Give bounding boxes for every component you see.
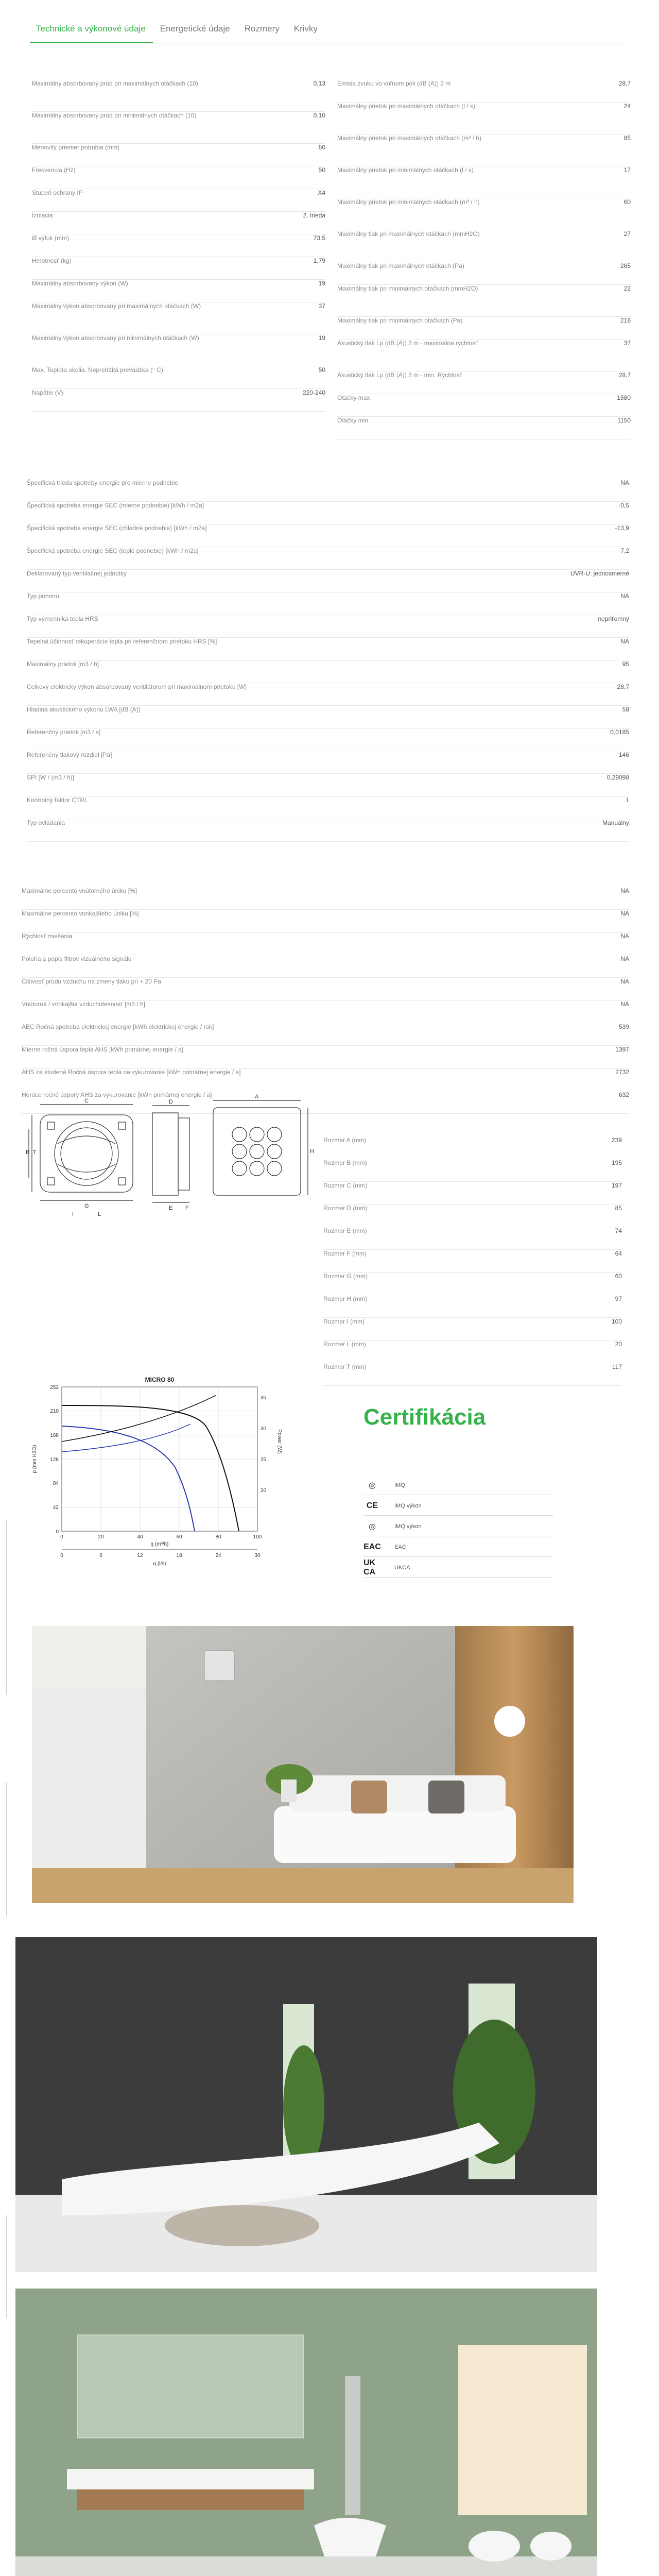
product-photo-living-room-concrete bbox=[32, 1626, 574, 1903]
tab-energy-data[interactable]: Energetické údaje bbox=[160, 24, 230, 33]
spec-value: 117 bbox=[612, 1363, 622, 1370]
x2-tick-4: 24 bbox=[215, 1553, 221, 1558]
spec-label: Horúce ročné úspory AHS za vykurovanie [kWh primárnej energie / a] bbox=[22, 1091, 212, 1098]
dim-letter-i: I bbox=[72, 1211, 74, 1217]
spec-row bbox=[337, 340, 631, 371]
dim-letter-e: E bbox=[169, 1205, 173, 1211]
spec-value: 27 bbox=[623, 230, 631, 238]
spec-value: 146 bbox=[618, 751, 629, 758]
spec-value: NA bbox=[620, 933, 629, 940]
y-tick-0: 252 bbox=[50, 1385, 59, 1391]
dim-letter-c: C bbox=[84, 1098, 89, 1104]
x2-tick-3: 18 bbox=[176, 1553, 182, 1558]
x-tick-1: 20 bbox=[98, 1534, 104, 1540]
spec-row bbox=[32, 212, 325, 234]
x2-tick-0: 0 bbox=[60, 1553, 63, 1558]
spec-row bbox=[32, 302, 325, 334]
certification-label: EAC bbox=[394, 1544, 406, 1550]
spec-value: 1,79 bbox=[313, 257, 325, 264]
spec-label: Maximálny tlak pri maximálnych otáčkach (Pa) bbox=[337, 262, 464, 269]
dim-letter-b: B bbox=[26, 1149, 30, 1156]
spec-value: NA bbox=[620, 955, 629, 962]
y-tick-3: 126 bbox=[50, 1457, 59, 1463]
spec-label: Rozmer G (mm) bbox=[323, 1273, 368, 1280]
x-tick-3: 60 bbox=[176, 1534, 182, 1540]
spec-row bbox=[27, 502, 629, 524]
y-right-tick-3: 20 bbox=[261, 1488, 267, 1494]
spec-label: Rozmer L (mm) bbox=[323, 1341, 366, 1348]
spec-label: Typ pohonu bbox=[27, 592, 59, 600]
spec-row bbox=[323, 1137, 622, 1159]
spec-label: Napätie (V) bbox=[32, 389, 63, 396]
spec-label: Špecifická spotreba energie SEC (teplé podnebie) [kWh / m2a] bbox=[27, 547, 199, 554]
spec-value: 195 bbox=[611, 1159, 622, 1166]
spec-label: Maximálny prietok pri maximálnych otáčkach (l / s) bbox=[337, 103, 476, 110]
certification-title: Certifikácia bbox=[363, 1404, 486, 1430]
spec-label: Tepelná účinnosť rekuperácie tepla pri referenčnom prietoku HRS [%] bbox=[27, 638, 217, 645]
dim-letter-a: A bbox=[255, 1094, 259, 1100]
spec-value: 0,0185 bbox=[610, 728, 629, 736]
spec-label: AHS za studené Ročná úspora tepla na vykurovanie [kWh primárnej energie / a] bbox=[22, 1069, 241, 1076]
spec-value: 539 bbox=[618, 1023, 629, 1030]
spec-label: Rozmer E (mm) bbox=[323, 1227, 367, 1234]
spec-row bbox=[32, 166, 325, 189]
spec-row bbox=[337, 371, 631, 394]
dim-letter-l: L bbox=[98, 1211, 101, 1217]
x-label-top: q (m³/h) bbox=[150, 1541, 169, 1547]
y-left-label: p (mm H2O) bbox=[32, 1445, 38, 1473]
spec-row bbox=[337, 230, 631, 262]
y-right-tick-1: 30 bbox=[261, 1426, 267, 1432]
certification-label: IMQ výkon bbox=[394, 1523, 422, 1530]
dim-letter-f: F bbox=[185, 1205, 189, 1211]
y-tick-2: 168 bbox=[50, 1433, 59, 1438]
spec-label: Maximálny absorbovaný prúd pri maximálnych otáčkach (10) bbox=[32, 80, 198, 87]
spec-label: Maximálny tlak pri maximálnych otáčkach (mmH2O) bbox=[337, 230, 480, 238]
y-right-label: Power (W) bbox=[276, 1429, 282, 1454]
spec-row bbox=[323, 1227, 622, 1250]
spec-value: 2. trieda bbox=[303, 212, 325, 219]
spec-row bbox=[27, 819, 629, 842]
spec-value: 95 bbox=[622, 660, 629, 668]
spec-label: Rozmer F (mm) bbox=[323, 1250, 367, 1257]
spec-label: Rozmer T (mm) bbox=[323, 1363, 367, 1370]
spec-label: Maximálny tlak pri minimálnych otáčkach (mmH2O) bbox=[337, 285, 478, 292]
spec-label: Maximálny prietok pri maximálnych otáčkach (m³ / h) bbox=[337, 134, 482, 142]
spec-row bbox=[323, 1318, 622, 1341]
spec-value: 7,2 bbox=[620, 547, 629, 554]
y-tick-4: 84 bbox=[53, 1481, 59, 1486]
spec-row bbox=[337, 166, 631, 198]
CE-mark-icon: CE bbox=[366, 1501, 378, 1510]
certification-item bbox=[363, 1537, 553, 1557]
spec-label: Citlivosť prúdu vzduchu na zmeny tlaku pri + 20 Pa bbox=[22, 978, 161, 985]
spec-row bbox=[323, 1159, 622, 1182]
spec-value: UVR-U: jednosmerné bbox=[570, 570, 629, 577]
EAC-mark-icon: EAC bbox=[363, 1542, 381, 1551]
spec-row bbox=[337, 317, 631, 340]
tab-curves[interactable]: Krivky bbox=[293, 24, 318, 33]
spec-value: 239 bbox=[611, 1137, 622, 1144]
spec-label: Maximálny absorbovaný prúd pri minimálnych otáčkach (10) bbox=[32, 112, 197, 119]
spec-value: 24 bbox=[623, 103, 631, 110]
spec-label: Maximálny tlak pri minimálnych otáčkach (Pa) bbox=[337, 317, 463, 324]
spec-row bbox=[22, 955, 629, 978]
spec-label: Maximálny prietok pri minimálnych otáčkach (m³ / h) bbox=[337, 198, 480, 206]
spec-label: Otáčky max bbox=[337, 394, 370, 401]
dim-letter-t: T bbox=[33, 1149, 37, 1156]
spec-row bbox=[32, 234, 325, 257]
spec-label: Maximálny absorbovaný výkon (W) bbox=[32, 280, 128, 287]
spec-value: 1397 bbox=[615, 1046, 629, 1053]
spec-value: 37 bbox=[623, 340, 631, 347]
spec-row bbox=[32, 280, 325, 302]
spec-label: Maximálny prietok [m3 / h] bbox=[27, 660, 99, 668]
IMQ-mark-icon: ◎ bbox=[369, 1481, 376, 1490]
spec-label: Maximálny výkon absorbovaný pri minimálnych otáčkach (W) bbox=[32, 334, 199, 342]
spec-row bbox=[323, 1182, 622, 1205]
spec-value: 64 bbox=[615, 1250, 622, 1257]
spec-label: Hmotnosť (kg) bbox=[32, 257, 72, 264]
certification-item bbox=[363, 1517, 553, 1536]
spec-value: NA bbox=[620, 638, 629, 645]
spec-row bbox=[32, 112, 325, 144]
spec-label: Maximálne percento vnútorného úniku [%] bbox=[22, 887, 137, 894]
spec-label: Max. Teplota okolia. Nepretržitá prevádzka (° C) bbox=[32, 366, 163, 374]
spec-value: 85 bbox=[623, 134, 631, 142]
spec-row bbox=[27, 660, 629, 683]
spec-row bbox=[323, 1341, 622, 1363]
spec-label: Kontrolný faktor CTRL bbox=[27, 796, 88, 804]
spec-value: Manuálny bbox=[602, 819, 629, 826]
pressure-curve-max bbox=[62, 1405, 239, 1531]
spec-value: 216 bbox=[620, 317, 631, 324]
spec-row bbox=[32, 80, 325, 112]
spec-row bbox=[22, 887, 629, 910]
spec-label: Izolácia bbox=[32, 212, 53, 219]
spec-row bbox=[323, 1250, 622, 1273]
spec-label: Maximálny prietok pri minimálnych otáčkach (l / s) bbox=[337, 166, 474, 174]
spec-row bbox=[337, 198, 631, 230]
spec-value: 265 bbox=[620, 262, 631, 269]
spec-label: Poloha a popis filtrov vizuálneho signálu bbox=[22, 955, 132, 962]
y-tick-1: 210 bbox=[50, 1409, 59, 1414]
spec-value: 2732 bbox=[615, 1069, 629, 1076]
spec-row bbox=[337, 262, 631, 285]
spec-row bbox=[22, 1001, 629, 1023]
spec-row bbox=[32, 189, 325, 212]
x2-tick-1: 6 bbox=[99, 1553, 102, 1558]
x-tick-2: 40 bbox=[137, 1534, 143, 1540]
left-divider-line bbox=[6, 2215, 7, 2318]
spec-row bbox=[22, 1046, 629, 1069]
spec-label: Rozmer A (mm) bbox=[323, 1137, 367, 1144]
x-tick-4: 80 bbox=[215, 1534, 221, 1540]
x-tick-5: 100 bbox=[253, 1534, 262, 1540]
spec-value: 28,7 bbox=[618, 371, 631, 379]
spec-value: NA bbox=[620, 1001, 629, 1008]
spec-row bbox=[27, 774, 629, 796]
spec-value: 20 bbox=[615, 1341, 622, 1348]
y-tick-6: 0 bbox=[56, 1529, 59, 1535]
spec-row bbox=[22, 1069, 629, 1091]
x2-tick-2: 12 bbox=[137, 1553, 143, 1558]
spec-label: Špecifická spotreba energie SEC (mierne podnebie) [kWh / m2a] bbox=[27, 502, 204, 509]
spec-label: Menovitý priemer potrubia (mm) bbox=[32, 144, 120, 151]
left-divider-line bbox=[6, 1783, 7, 1917]
spec-label: Deklarovaný typ ventilačnej jednotky bbox=[27, 570, 127, 577]
spec-label: Špecifická spotreba energie SEC (chladné podnebie) [kWh / m2a] bbox=[27, 524, 207, 532]
dim-letter-g: G bbox=[84, 1203, 89, 1209]
spec-label: Celkový elektrický výkon absorbovaný ventilátorom pri maximálnom prietoku [W] bbox=[27, 683, 247, 690]
spec-row bbox=[27, 683, 629, 706]
spec-value: NA bbox=[620, 887, 629, 894]
dimension-drawing bbox=[26, 1092, 314, 1236]
spec-row bbox=[27, 479, 629, 502]
certification-label: UKCA bbox=[394, 1564, 410, 1571]
spec-value: 28,7 bbox=[617, 683, 629, 690]
spec-value: 1150 bbox=[617, 417, 631, 424]
x2-tick-5: 30 bbox=[254, 1553, 261, 1558]
product-photo-living-room-dark bbox=[15, 1937, 597, 2272]
spec-row bbox=[337, 134, 631, 166]
spec-row bbox=[27, 615, 629, 638]
spec-value: NA bbox=[620, 978, 629, 985]
left-divider-line bbox=[6, 1520, 7, 1695]
spec-value: 60 bbox=[615, 1273, 622, 1280]
certification-label: IMQ výkon bbox=[394, 1502, 422, 1509]
spec-row bbox=[27, 796, 629, 819]
spec-value: NA bbox=[620, 910, 629, 917]
spec-label: SPI [W / (m3 / h)] bbox=[27, 774, 75, 781]
spec-label: AEC Ročná spotreba elektrickej energie [kWh elektrickej energie / rok] bbox=[22, 1023, 214, 1030]
spec-value: 50 bbox=[318, 166, 325, 174]
spec-label: Frekvencia (Hz) bbox=[32, 166, 76, 174]
spec-label: Stupeň ochrany IP bbox=[32, 189, 83, 196]
spec-row bbox=[22, 1023, 629, 1046]
tab-technical-data[interactable]: Technické a výkonové údaje bbox=[30, 21, 153, 43]
spec-value: nepriťomný bbox=[598, 615, 629, 622]
spec-row bbox=[337, 417, 631, 439]
spec-label: Referenčný tlakový rozdiel [Pa] bbox=[27, 751, 112, 758]
spec-value: 60 bbox=[623, 198, 631, 206]
spec-row bbox=[27, 524, 629, 547]
spec-value: 19 bbox=[318, 280, 325, 287]
spec-label: Maximálny výkon absorbovaný pri maximálnych otáčkach (W) bbox=[32, 302, 201, 310]
spec-row bbox=[27, 706, 629, 728]
spec-value: 85 bbox=[615, 1205, 622, 1212]
certification-item bbox=[363, 1476, 553, 1495]
certification-item bbox=[363, 1558, 553, 1578]
spec-value: 73,5 bbox=[313, 234, 325, 242]
spec-value: X4 bbox=[318, 189, 325, 196]
y-right-tick-0: 35 bbox=[261, 1395, 267, 1401]
curve-title: MICRO 80 bbox=[145, 1376, 175, 1383]
spec-value: -13,9 bbox=[615, 524, 629, 532]
product-photo-bathroom bbox=[15, 2289, 597, 2576]
spec-row bbox=[22, 933, 629, 955]
spec-label: Mierne ročná úspora tepla AHS [kWh primárnej energie / a] bbox=[22, 1046, 184, 1053]
certification-label: IMQ bbox=[394, 1482, 405, 1488]
pressure-curve-min bbox=[62, 1426, 195, 1531]
spec-value: -0,5 bbox=[618, 502, 629, 509]
spec-label: Rozmer I (mm) bbox=[323, 1318, 365, 1325]
x-label-bottom: q (l/s) bbox=[153, 1561, 166, 1567]
spec-row bbox=[27, 751, 629, 774]
spec-label: Typ výmenníka tepla HRS bbox=[27, 615, 98, 622]
spec-label: Maximálne percento vonkajšieho úniku [%] bbox=[22, 910, 139, 917]
spec-label: Akustický tlak Lp (dB (A)) 3 m - min. Rýchlosť bbox=[337, 371, 462, 379]
spec-value: 97 bbox=[615, 1295, 622, 1302]
spec-row bbox=[323, 1363, 622, 1386]
x-tick-0: 0 bbox=[60, 1534, 63, 1540]
spec-row bbox=[27, 638, 629, 660]
spec-value: 100 bbox=[611, 1318, 622, 1325]
tab-bar bbox=[30, 21, 628, 43]
spec-value: 1 bbox=[626, 796, 629, 804]
spec-label: Otáčky min bbox=[337, 417, 369, 424]
spec-row bbox=[32, 334, 325, 366]
spec-value: 17 bbox=[623, 166, 631, 174]
spec-value: 632 bbox=[618, 1091, 629, 1098]
spec-row bbox=[27, 570, 629, 592]
spec-label: Emisia zvuku vo voľnom poli (dB (A)) 3 m bbox=[337, 80, 451, 87]
spec-label: Hladina akustického výkonu LWA [dB (A)] bbox=[27, 706, 141, 713]
spec-value: 197 bbox=[611, 1182, 622, 1189]
spec-label: Rozmer H (mm) bbox=[323, 1295, 368, 1302]
spec-value: 19 bbox=[318, 334, 325, 342]
y-tick-5: 42 bbox=[53, 1505, 59, 1511]
spec-row bbox=[337, 80, 631, 103]
spec-row bbox=[22, 978, 629, 1001]
spec-value: 80 bbox=[318, 144, 325, 151]
spec-value: 58 bbox=[622, 706, 629, 713]
spec-label: Rozmer D (mm) bbox=[323, 1205, 368, 1212]
spec-label: Vnútorná / vonkajšia vzduchotesnosť [m3 / h] bbox=[22, 1001, 145, 1008]
spec-label: Rýchlosť miešania bbox=[22, 933, 73, 940]
dim-letter-h: H bbox=[310, 1148, 314, 1155]
certification-item bbox=[363, 1496, 553, 1516]
spec-row bbox=[22, 910, 629, 933]
spec-label: Ø výfuk (mm) bbox=[32, 234, 69, 242]
spec-row bbox=[32, 389, 325, 412]
spec-value: 220-240 bbox=[302, 389, 325, 396]
tab-dimensions[interactable]: Rozmery bbox=[244, 24, 280, 33]
spec-value: 1580 bbox=[617, 394, 631, 401]
spec-row bbox=[323, 1295, 622, 1318]
spec-row bbox=[323, 1205, 622, 1227]
spec-row bbox=[32, 366, 325, 389]
spec-value: 0,13 bbox=[313, 80, 325, 87]
spec-row bbox=[337, 394, 631, 417]
dim-letter-d: D bbox=[169, 1099, 173, 1105]
spec-row bbox=[27, 592, 629, 615]
spec-value: 74 bbox=[615, 1227, 622, 1234]
spec-value: 50 bbox=[318, 366, 325, 374]
spec-value: 0,29098 bbox=[606, 774, 629, 781]
spec-label: Rozmer B (mm) bbox=[323, 1159, 367, 1166]
spec-value: NA bbox=[620, 479, 629, 486]
spec-label: Akustický tlak Lp (dB (A)) 3 m - maximálna rýchlosť bbox=[337, 340, 478, 347]
spec-value: 28,7 bbox=[618, 80, 631, 87]
spec-value: NA bbox=[620, 592, 629, 600]
spec-row bbox=[337, 285, 631, 317]
spec-row bbox=[32, 257, 325, 280]
spec-value: 0,10 bbox=[313, 112, 325, 119]
UKCA-mark-icon: UK CA bbox=[363, 1558, 376, 1577]
spec-value: 37 bbox=[318, 302, 325, 310]
y-right-tick-2: 25 bbox=[261, 1457, 267, 1463]
spec-row bbox=[32, 144, 325, 166]
power-curve-max bbox=[62, 1395, 216, 1442]
spec-row bbox=[337, 103, 631, 134]
spec-row bbox=[27, 728, 629, 751]
spec-label: Referenčný prietok [m3 / s] bbox=[27, 728, 101, 736]
IMQ-performance-mark-icon: ◎ bbox=[369, 1522, 376, 1531]
spec-value: 22 bbox=[623, 285, 631, 292]
spec-label: Špecifická trieda spotreby energie pre mierne podnebie bbox=[27, 479, 179, 486]
spec-row bbox=[27, 547, 629, 570]
performance-curve-chart bbox=[21, 1375, 299, 1570]
spec-row bbox=[323, 1273, 622, 1295]
spec-label: Typ ovládania bbox=[27, 819, 65, 826]
spec-label: Rozmer C (mm) bbox=[323, 1182, 368, 1189]
